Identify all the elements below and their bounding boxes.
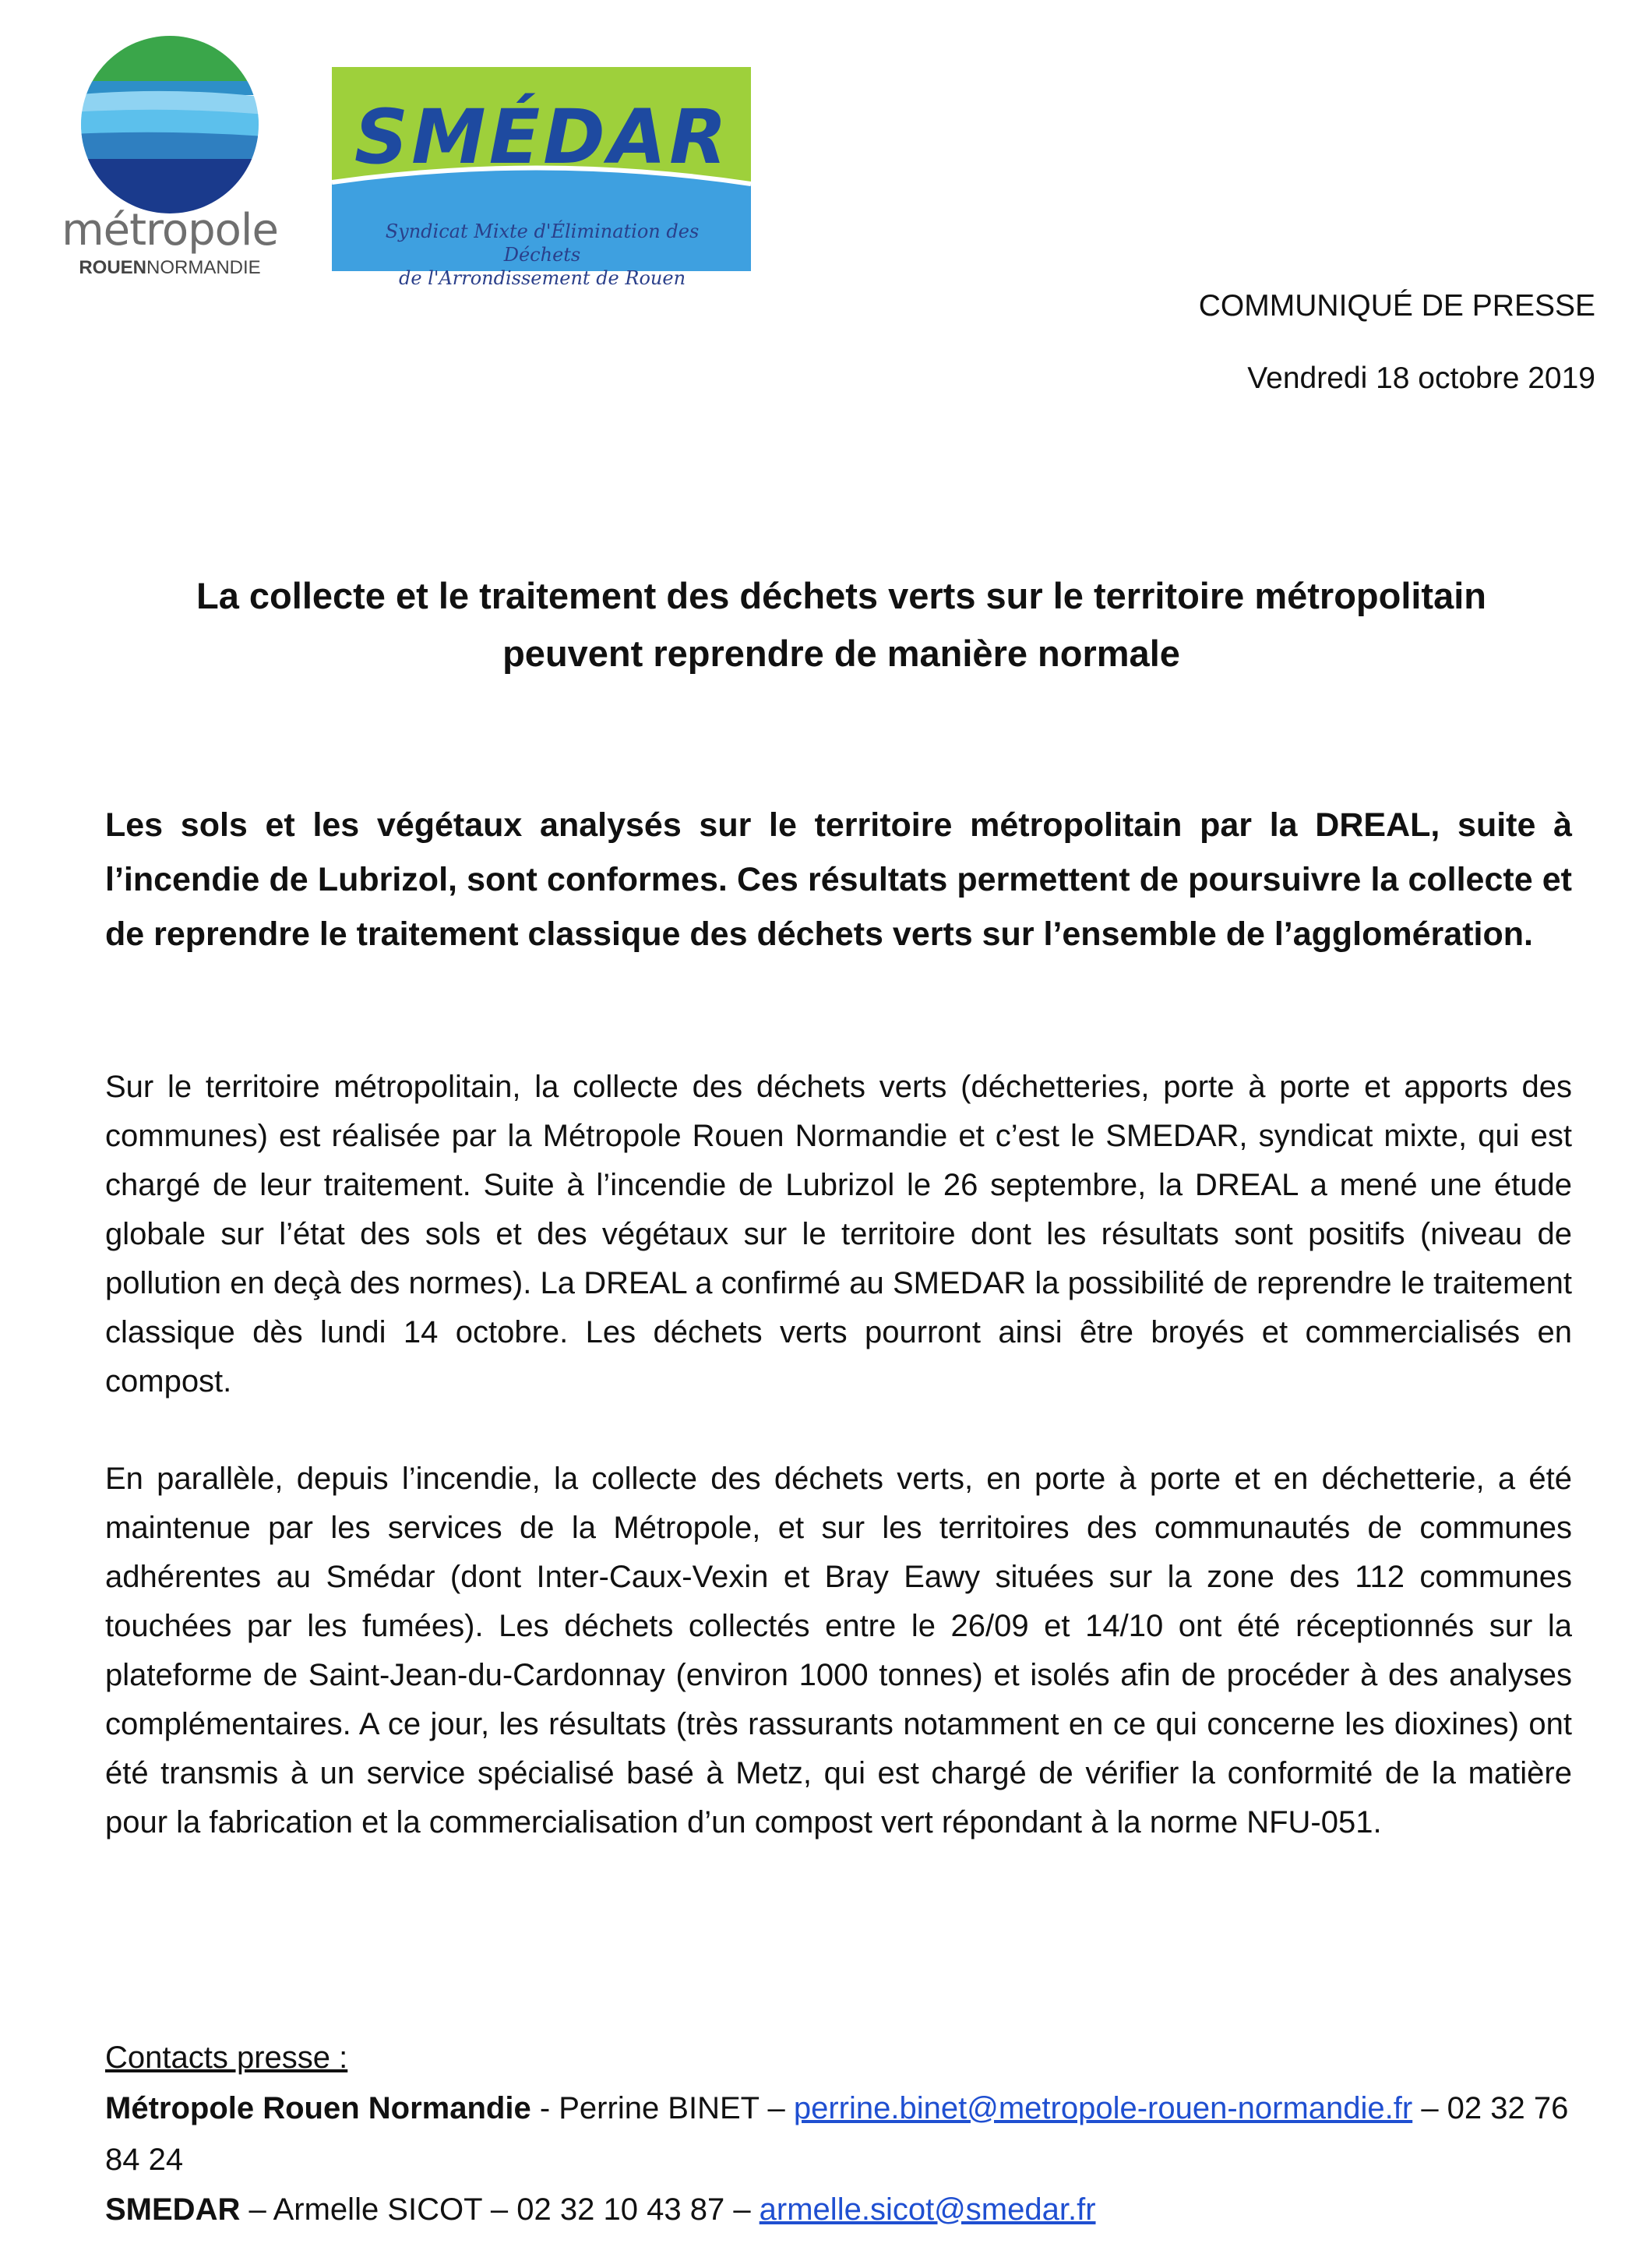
contact-org: Métropole Rouen Normandie [105,2091,531,2125]
contact-phone: – 02 32 76 84 24 [105,2091,1569,2177]
contact-email-link[interactable]: armelle.sicot@smedar.fr [759,2192,1096,2227]
contact-org: SMEDAR [105,2192,241,2227]
lead-paragraph: Les sols et les végétaux analysés sur le territoire métropolitain par la DREAL, suite à l’incendie de Lubrizol, sont conformes. Ces résultats permettent de poursuivre la collecte et de reprendre le traitement classique des déchets verts sur l’ensemble de l’agglomération. [105,806,1572,953]
smedar-logo-wordmark: SMÉDAR [354,93,731,181]
press-release-date: Vendredi 18 octobre 2019 [1247,362,1595,395]
contact-smedar [105,2186,1096,2233]
contacts-heading: Contacts presse : [105,2040,348,2075]
smedar-subtitle-line: de l'Arrondissement de Rouen [398,267,686,289]
body-paragraph-2: En parallèle, depuis l’incendie, la collecte des déchets verts, en porte à porte et en déchetterie, a été maintenue par les services de la Métropole, et sur les territoires des communautés de communes adhérentes au Smédar (dont Inter-Caux-Vexin et Bray Eawy situées sur la zone des 112 communes touchées par les fumées). Les déchets collectés entre le 26/09 et 14/10 ont été réceptionnés sur la plateforme de Saint-Jean-du-Cardonnay (environ 1000 tonnes) et isolés afin de procéder à des analyses complémentaires. A ce jour, les résultats (très rassurants notamment en ce qui concerne les dioxines) ont été transmis à un service spécialisé basé à Metz, qui est chargé de vérifier la conformité de la matière pour la fabrication et la commercialisation d’un compost vert répondant à la norme NFU-051. [105,1462,1572,1839]
smedar-logo-subtitle [347,220,737,290]
contact-metropole [105,2083,1572,2185]
contact-person: – Armelle SICOT – 02 32 10 43 87 – [240,2192,760,2227]
document-title [109,567,1574,683]
metropole-logo-city [45,257,294,279]
smedar-subtitle-line: Syndicat Mixte d'Élimination des Déchets [385,220,700,266]
contact-email-link[interactable]: perrine.binet@metropole-rouen-normandie.fr [793,2091,1413,2125]
title-line: peuvent reprendre de manière normale [502,633,1180,674]
title-line: La collecte et le traitement des déchets verts sur le territoire métropolitain [196,575,1486,616]
body-paragraph-1: Sur le territoire métropolitain, la collecte des déchets verts (déchetteries, porte à porte et apports des communes) est réalisée par la Métropole Rouen Normandie et c’est le SMEDAR, syndicat mixte, qui est chargé de leur traitement. Suite à l’incendie de Lubrizol le 26 septembre, la DREAL a mené une étude globale sur l’état des sols et des végétaux sur le territoire dont les résultats sont positifs (niveau de pollution en deçà des normes). La DREAL a confirmé au SMEDAR la possibilité de reprendre le traitement classique dès lundi 14 octobre. Les déchets verts pourront ainsi être broyés et commercialisés en compost. [105,1070,1572,1399]
metropole-city-regular: NORMANDIE [146,257,261,278]
contact-person: - Perrine BINET – [530,2091,794,2125]
metropole-city-bold: ROUEN [79,257,146,278]
metropole-logo-wordmark: métropole [62,205,278,256]
press-release-label: COMMUNIQUÉ DE PRESSE [1198,289,1595,323]
